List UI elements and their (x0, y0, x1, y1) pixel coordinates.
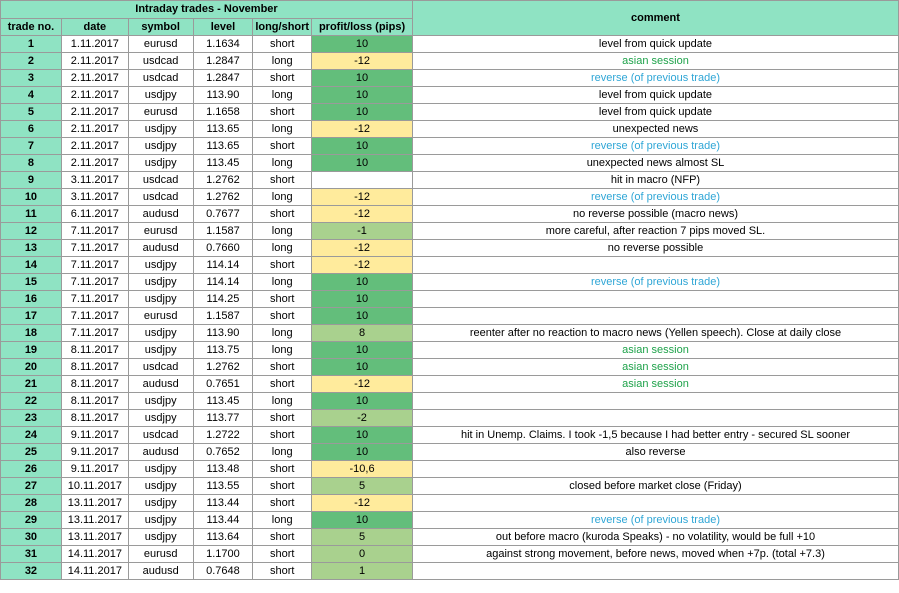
cell-long-short[interactable]: long (253, 240, 312, 257)
cell-comment[interactable]: asian session (412, 359, 898, 376)
cell-date[interactable]: 7.11.2017 (61, 223, 128, 240)
cell-level[interactable]: 1.2847 (193, 70, 253, 87)
cell-trade-no[interactable]: 22 (1, 393, 62, 410)
cell-level[interactable]: 0.7660 (193, 240, 253, 257)
cell-long-short[interactable]: short (253, 70, 312, 87)
header-symbol[interactable]: symbol (128, 19, 193, 36)
table-row (1, 104, 899, 121)
cell-trade-no[interactable]: 26 (1, 461, 62, 478)
cell-date[interactable]: 8.11.2017 (61, 393, 128, 410)
cell-long-short[interactable]: short (253, 495, 312, 512)
cell-date[interactable]: 6.11.2017 (61, 206, 128, 223)
table-row (1, 359, 899, 376)
header-date[interactable]: date (61, 19, 128, 36)
cell-comment[interactable]: reverse (of previous trade) (412, 138, 898, 155)
cell-long-short[interactable]: short (253, 546, 312, 563)
cell-symbol[interactable]: eurusd (128, 36, 193, 53)
header-profit-loss[interactable]: profit/loss (pips) (312, 19, 413, 36)
cell-comment[interactable] (412, 393, 898, 410)
cell-profit-loss[interactable]: 10 (312, 444, 413, 461)
cell-level[interactable]: 1.2722 (193, 427, 253, 444)
cell-date[interactable]: 7.11.2017 (61, 240, 128, 257)
table-row (1, 410, 899, 427)
cell-long-short[interactable]: short (253, 172, 312, 189)
cell-date[interactable]: 3.11.2017 (61, 189, 128, 206)
cell-long-short[interactable]: short (253, 359, 312, 376)
cell-symbol[interactable]: usdjpy (128, 342, 193, 359)
cell-symbol[interactable]: usdjpy (128, 495, 193, 512)
cell-trade-no[interactable]: 10 (1, 189, 62, 206)
cell-trade-no[interactable]: 25 (1, 444, 62, 461)
cell-level[interactable]: 113.65 (193, 121, 253, 138)
cell-symbol[interactable]: audusd (128, 206, 193, 223)
cell-trade-no[interactable]: 20 (1, 359, 62, 376)
cell-symbol[interactable]: audusd (128, 563, 193, 580)
table-row (1, 138, 899, 155)
table-row (1, 563, 899, 580)
cell-long-short[interactable]: long (253, 274, 312, 291)
cell-symbol[interactable]: usdjpy (128, 393, 193, 410)
cell-comment[interactable]: more careful, after reaction 7 pips moved SL. (412, 223, 898, 240)
cell-long-short[interactable]: short (253, 257, 312, 274)
cell-date[interactable]: 7.11.2017 (61, 257, 128, 274)
cell-comment[interactable] (412, 410, 898, 427)
table-row (1, 444, 899, 461)
cell-trade-no[interactable]: 15 (1, 274, 62, 291)
cell-comment[interactable] (412, 461, 898, 478)
cell-trade-no[interactable]: 5 (1, 104, 62, 121)
cell-trade-no[interactable]: 16 (1, 291, 62, 308)
cell-profit-loss[interactable]: -12 (312, 121, 413, 138)
cell-long-short[interactable]: short (253, 138, 312, 155)
cell-date[interactable]: 14.11.2017 (61, 546, 128, 563)
table-row (1, 342, 899, 359)
cell-date[interactable]: 2.11.2017 (61, 104, 128, 121)
header-trade-no[interactable]: trade no. (1, 19, 62, 36)
cell-date[interactable]: 9.11.2017 (61, 444, 128, 461)
cell-date[interactable]: 10.11.2017 (61, 478, 128, 495)
cell-profit-loss[interactable]: 1 (312, 563, 413, 580)
table-row (1, 308, 899, 325)
cell-comment[interactable]: hit in Unemp. Claims. I took -1,5 because I had better entry - secured SL sooner (412, 427, 898, 444)
cell-level[interactable]: 1.1658 (193, 104, 253, 121)
header-long-short[interactable]: long/short (253, 19, 312, 36)
cell-symbol[interactable]: audusd (128, 444, 193, 461)
cell-long-short[interactable]: short (253, 36, 312, 53)
cell-profit-loss[interactable] (312, 172, 413, 189)
cell-profit-loss[interactable]: -12 (312, 495, 413, 512)
cell-level[interactable]: 0.7648 (193, 563, 253, 580)
cell-trade-no[interactable]: 3 (1, 70, 62, 87)
table-row (1, 478, 899, 495)
cell-symbol[interactable]: audusd (128, 240, 193, 257)
cell-date[interactable]: 7.11.2017 (61, 308, 128, 325)
cell-trade-no[interactable]: 17 (1, 308, 62, 325)
cell-date[interactable]: 13.11.2017 (61, 529, 128, 546)
cell-profit-loss[interactable]: 5 (312, 478, 413, 495)
cell-level[interactable]: 113.44 (193, 512, 253, 529)
cell-trade-no[interactable]: 14 (1, 257, 62, 274)
cell-long-short[interactable]: short (253, 478, 312, 495)
cell-trade-no[interactable]: 23 (1, 410, 62, 427)
cell-profit-loss[interactable]: -12 (312, 240, 413, 257)
cell-date[interactable]: 9.11.2017 (61, 427, 128, 444)
cell-trade-no[interactable]: 8 (1, 155, 62, 172)
cell-trade-no[interactable]: 31 (1, 546, 62, 563)
cell-level[interactable]: 1.2762 (193, 172, 253, 189)
cell-symbol[interactable]: usdjpy (128, 87, 193, 104)
cell-long-short[interactable]: long (253, 155, 312, 172)
cell-long-short[interactable]: long (253, 444, 312, 461)
cell-symbol[interactable]: usdcad (128, 189, 193, 206)
cell-comment[interactable] (412, 308, 898, 325)
cell-profit-loss[interactable]: -12 (312, 53, 413, 70)
cell-profit-loss[interactable]: 0 (312, 546, 413, 563)
cell-long-short[interactable]: short (253, 104, 312, 121)
cell-level[interactable]: 1.2762 (193, 189, 253, 206)
cell-trade-no[interactable]: 19 (1, 342, 62, 359)
cell-symbol[interactable]: usdjpy (128, 529, 193, 546)
cell-symbol[interactable]: usdcad (128, 172, 193, 189)
cell-profit-loss[interactable]: 10 (312, 342, 413, 359)
cell-symbol[interactable]: usdcad (128, 359, 193, 376)
cell-comment[interactable]: asian session (412, 53, 898, 70)
cell-profit-loss[interactable]: 10 (312, 87, 413, 104)
cell-level[interactable]: 114.25 (193, 291, 253, 308)
cell-long-short[interactable]: long (253, 223, 312, 240)
cell-comment[interactable]: asian session (412, 376, 898, 393)
cell-comment[interactable]: level from quick update (412, 87, 898, 104)
cell-symbol[interactable]: audusd (128, 376, 193, 393)
cell-symbol[interactable]: usdcad (128, 53, 193, 70)
cell-comment[interactable]: no reverse possible (macro news) (412, 206, 898, 223)
cell-level[interactable]: 113.65 (193, 138, 253, 155)
cell-date[interactable]: 8.11.2017 (61, 376, 128, 393)
table-row (1, 121, 899, 138)
cell-comment[interactable]: reenter after no reaction to macro news (Yellen speech). Close at daily close (412, 325, 898, 342)
cell-level[interactable]: 113.45 (193, 393, 253, 410)
cell-long-short[interactable]: short (253, 410, 312, 427)
table-row (1, 223, 899, 240)
table-row (1, 257, 899, 274)
cell-comment[interactable]: asian session (412, 342, 898, 359)
cell-level[interactable]: 113.64 (193, 529, 253, 546)
cell-level[interactable]: 114.14 (193, 257, 253, 274)
cell-date[interactable]: 2.11.2017 (61, 121, 128, 138)
table-row (1, 376, 899, 393)
cell-level[interactable]: 0.7677 (193, 206, 253, 223)
cell-trade-no[interactable]: 2 (1, 53, 62, 70)
cell-profit-loss[interactable]: 8 (312, 325, 413, 342)
header-comment[interactable]: comment (412, 1, 898, 36)
cell-level[interactable]: 1.1634 (193, 36, 253, 53)
cell-comment[interactable]: reverse (of previous trade) (412, 274, 898, 291)
cell-long-short[interactable]: long (253, 342, 312, 359)
table-row (1, 274, 899, 291)
cell-date[interactable]: 2.11.2017 (61, 53, 128, 70)
cell-level[interactable]: 1.1587 (193, 223, 253, 240)
table-row (1, 36, 899, 53)
cell-profit-loss[interactable]: 10 (312, 427, 413, 444)
cell-symbol[interactable]: usdjpy (128, 512, 193, 529)
cell-symbol[interactable]: eurusd (128, 104, 193, 121)
table-row (1, 155, 899, 172)
cell-comment[interactable]: no reverse possible (412, 240, 898, 257)
cell-profit-loss[interactable]: 10 (312, 308, 413, 325)
table-row (1, 512, 899, 529)
cell-symbol[interactable]: eurusd (128, 308, 193, 325)
table-row (1, 325, 899, 342)
cell-long-short[interactable]: long (253, 512, 312, 529)
cell-comment[interactable] (412, 257, 898, 274)
cell-profit-loss[interactable]: -10,6 (312, 461, 413, 478)
cell-comment[interactable]: level from quick update (412, 36, 898, 53)
cell-comment[interactable]: against strong movement, before news, moved when +7p. (total +7.3) (412, 546, 898, 563)
cell-level[interactable]: 113.90 (193, 325, 253, 342)
cell-symbol[interactable]: usdjpy (128, 274, 193, 291)
cell-level[interactable]: 1.1587 (193, 308, 253, 325)
cell-profit-loss[interactable]: -2 (312, 410, 413, 427)
cell-symbol[interactable]: usdcad (128, 427, 193, 444)
table-row (1, 495, 899, 512)
cell-trade-no[interactable]: 28 (1, 495, 62, 512)
cell-level[interactable]: 1.1700 (193, 546, 253, 563)
cell-long-short[interactable]: long (253, 189, 312, 206)
cell-level[interactable]: 113.45 (193, 155, 253, 172)
cell-comment[interactable]: unexpected news almost SL (412, 155, 898, 172)
cell-comment[interactable]: unexpected news (412, 121, 898, 138)
cell-level[interactable]: 0.7651 (193, 376, 253, 393)
cell-date[interactable]: 13.11.2017 (61, 495, 128, 512)
cell-level[interactable]: 113.90 (193, 87, 253, 104)
cell-comment[interactable]: reverse (of previous trade) (412, 189, 898, 206)
cell-comment[interactable]: out before macro (kuroda Speaks) - no volatility, would be full +10 (412, 529, 898, 546)
cell-date[interactable]: 7.11.2017 (61, 325, 128, 342)
table-row (1, 87, 899, 104)
table-row (1, 546, 899, 563)
cell-long-short[interactable]: short (253, 427, 312, 444)
cell-profit-loss[interactable]: 10 (312, 359, 413, 376)
cell-profit-loss[interactable]: -12 (312, 189, 413, 206)
cell-date[interactable]: 8.11.2017 (61, 359, 128, 376)
cell-long-short[interactable]: short (253, 206, 312, 223)
cell-trade-no[interactable]: 9 (1, 172, 62, 189)
cell-symbol[interactable]: usdjpy (128, 478, 193, 495)
cell-symbol[interactable]: usdcad (128, 70, 193, 87)
cell-profit-loss[interactable]: 10 (312, 70, 413, 87)
cell-trade-no[interactable]: 13 (1, 240, 62, 257)
cell-trade-no[interactable]: 4 (1, 87, 62, 104)
table-row (1, 53, 899, 70)
cell-date[interactable]: 14.11.2017 (61, 563, 128, 580)
cell-trade-no[interactable]: 18 (1, 325, 62, 342)
cell-profit-loss[interactable]: 10 (312, 393, 413, 410)
table-row (1, 393, 899, 410)
cell-long-short[interactable]: short (253, 563, 312, 580)
cell-long-short[interactable]: long (253, 325, 312, 342)
cell-comment[interactable] (412, 563, 898, 580)
cell-profit-loss[interactable]: 5 (312, 529, 413, 546)
table-row (1, 70, 899, 87)
table-row (1, 240, 899, 257)
cell-symbol[interactable]: usdjpy (128, 155, 193, 172)
cell-level[interactable]: 1.2762 (193, 359, 253, 376)
cell-level[interactable]: 113.77 (193, 410, 253, 427)
cell-long-short[interactable]: long (253, 87, 312, 104)
table-row (1, 427, 899, 444)
cell-profit-loss[interactable]: 10 (312, 36, 413, 53)
table-row (1, 529, 899, 546)
table-row (1, 206, 899, 223)
cell-trade-no[interactable]: 32 (1, 563, 62, 580)
cell-symbol[interactable]: usdjpy (128, 291, 193, 308)
cell-long-short[interactable]: short (253, 308, 312, 325)
cell-date[interactable]: 9.11.2017 (61, 461, 128, 478)
cell-date[interactable]: 1.11.2017 (61, 36, 128, 53)
cell-long-short[interactable]: long (253, 393, 312, 410)
cell-profit-loss[interactable]: 10 (312, 512, 413, 529)
cell-trade-no[interactable]: 11 (1, 206, 62, 223)
cell-symbol[interactable]: usdjpy (128, 325, 193, 342)
cell-long-short[interactable]: long (253, 53, 312, 70)
cell-profit-loss[interactable]: -1 (312, 223, 413, 240)
cell-comment[interactable]: also reverse (412, 444, 898, 461)
table-row (1, 461, 899, 478)
cell-comment[interactable]: level from quick update (412, 104, 898, 121)
cell-date[interactable]: 2.11.2017 (61, 70, 128, 87)
cell-long-short[interactable]: short (253, 461, 312, 478)
cell-date[interactable]: 7.11.2017 (61, 274, 128, 291)
cell-comment[interactable]: reverse (of previous trade) (412, 70, 898, 87)
cell-symbol[interactable]: eurusd (128, 223, 193, 240)
cell-long-short[interactable]: long (253, 121, 312, 138)
cell-trade-no[interactable]: 21 (1, 376, 62, 393)
cell-symbol[interactable]: usdjpy (128, 257, 193, 274)
header-level[interactable]: level (193, 19, 253, 36)
cell-profit-loss[interactable]: 10 (312, 138, 413, 155)
cell-date[interactable]: 2.11.2017 (61, 87, 128, 104)
cell-date[interactable]: 3.11.2017 (61, 172, 128, 189)
cell-profit-loss[interactable]: 10 (312, 274, 413, 291)
cell-level[interactable]: 1.2847 (193, 53, 253, 70)
table-row (1, 172, 899, 189)
cell-date[interactable]: 2.11.2017 (61, 138, 128, 155)
cell-trade-no[interactable]: 12 (1, 223, 62, 240)
cell-comment[interactable]: closed before market close (Friday) (412, 478, 898, 495)
cell-profit-loss[interactable]: 10 (312, 155, 413, 172)
cell-trade-no[interactable]: 6 (1, 121, 62, 138)
table-row (1, 189, 899, 206)
cell-profit-loss[interactable]: -12 (312, 376, 413, 393)
cell-profit-loss[interactable]: -12 (312, 257, 413, 274)
cell-trade-no[interactable]: 7 (1, 138, 62, 155)
cell-date[interactable]: 13.11.2017 (61, 512, 128, 529)
cell-trade-no[interactable]: 29 (1, 512, 62, 529)
cell-symbol[interactable]: eurusd (128, 546, 193, 563)
cell-level[interactable]: 113.48 (193, 461, 253, 478)
cell-level[interactable]: 0.7652 (193, 444, 253, 461)
cell-symbol[interactable]: usdjpy (128, 138, 193, 155)
cell-comment[interactable]: reverse (of previous trade) (412, 512, 898, 529)
cell-trade-no[interactable]: 24 (1, 427, 62, 444)
sheet-title[interactable]: Intraday trades - November (1, 1, 413, 19)
cell-level[interactable]: 113.44 (193, 495, 253, 512)
cell-trade-no[interactable]: 1 (1, 36, 62, 53)
cell-level[interactable]: 113.55 (193, 478, 253, 495)
cell-date[interactable]: 2.11.2017 (61, 155, 128, 172)
cell-profit-loss[interactable]: 10 (312, 291, 413, 308)
cell-trade-no[interactable]: 30 (1, 529, 62, 546)
cell-trade-no[interactable]: 27 (1, 478, 62, 495)
cell-symbol[interactable]: usdjpy (128, 461, 193, 478)
table-row (1, 291, 899, 308)
cell-comment[interactable]: hit in macro (NFP) (412, 172, 898, 189)
cell-comment[interactable] (412, 495, 898, 512)
cell-level[interactable]: 113.75 (193, 342, 253, 359)
cell-long-short[interactable]: short (253, 529, 312, 546)
cell-long-short[interactable]: short (253, 291, 312, 308)
cell-date[interactable]: 8.11.2017 (61, 410, 128, 427)
cell-date[interactable]: 8.11.2017 (61, 342, 128, 359)
cell-date[interactable]: 7.11.2017 (61, 291, 128, 308)
cell-profit-loss[interactable]: 10 (312, 104, 413, 121)
cell-long-short[interactable]: short (253, 376, 312, 393)
cell-comment[interactable] (412, 291, 898, 308)
cell-symbol[interactable]: usdjpy (128, 121, 193, 138)
cell-level[interactable]: 114.14 (193, 274, 253, 291)
cell-symbol[interactable]: usdjpy (128, 410, 193, 427)
cell-profit-loss[interactable]: -12 (312, 206, 413, 223)
